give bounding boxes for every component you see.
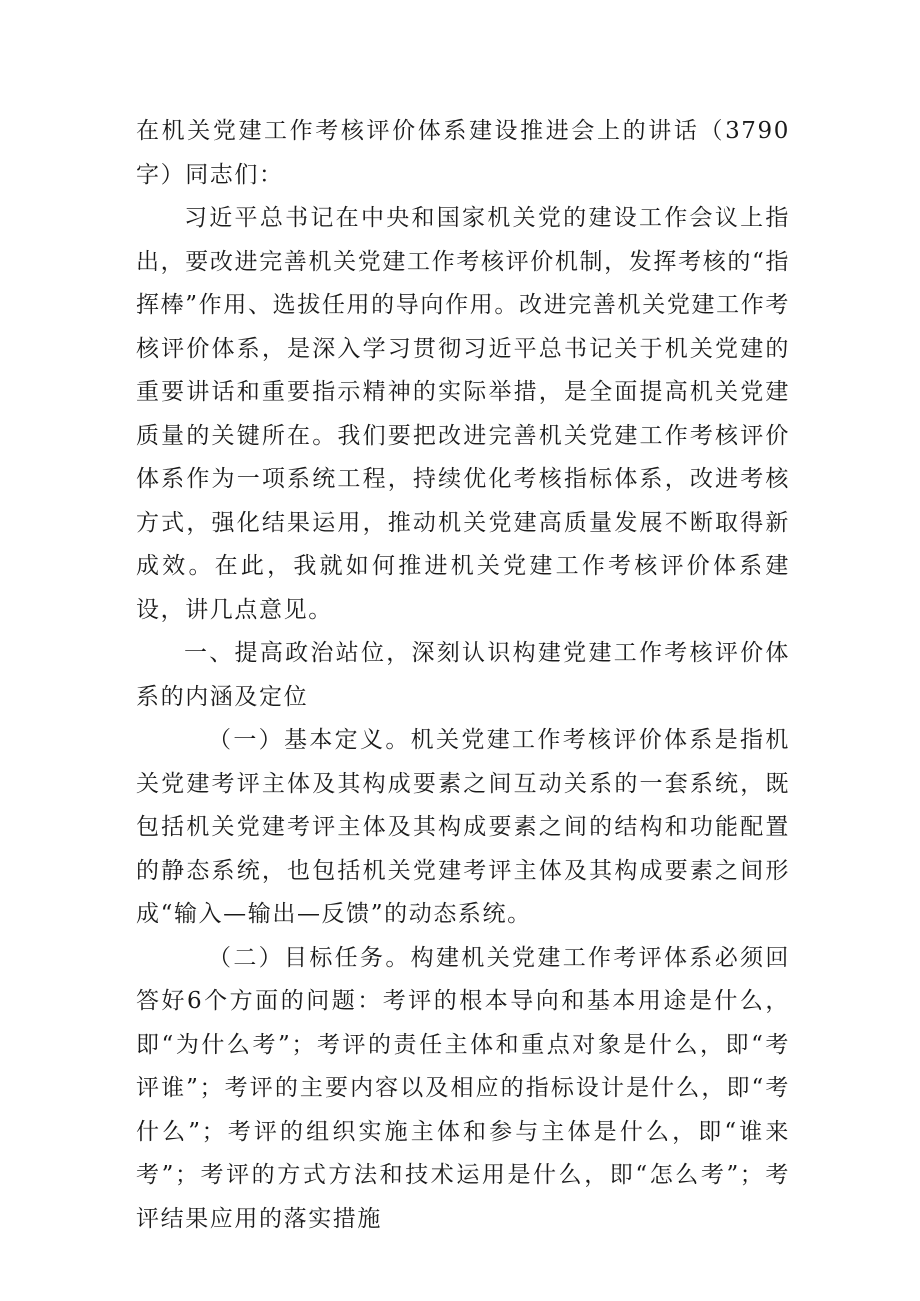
section-heading-1: 一、提高政治站位，深刻认识构建党建工作考核评价体系的内涵及定位	[136, 640, 790, 710]
title-line: 在机关党建工作考核评价体系建设推进会上的讲话（3790字）同志们：	[136, 118, 790, 188]
subsection-goals: （二）目标任务。构建机关党建工作考评体系必须回答好6个方面的问题：考评的根本导向和基本用途是什么，即“为什么考”；考评的责任主体和重点对象是什么，即“考评谁”；考评的主要内容以及相应的指标设计是什么，即“考什么”；考评的组织实施主体和参与主体是什么，即“谁来考”；考评的方式方法和技术运用是什么，即“怎么考”；考评结果应用的落实措施	[136, 944, 790, 1232]
document-body	[136, 110, 790, 1241]
intro-paragraph: 习近平总书记在中央和国家机关党的建设工作会议上指出，要改进完善机关党建工作考核评价机制，发挥考核的“指挥棒”作用、选拔任用的导向作用。改进完善机关党建工作考核评价体系，是深入学习贯彻习近平总书记关于机关党建的重要讲话和重要指示精神的实际举措，是全面提高机关党建质量的关键所在。我们要把改进完善机关党建工作考核评价体系作为一项系统工程，持续优化考核指标体系，改进考核方式，强化结果运用，推动机关党建高质量发展不断取得新成效。在此，我就如何推进机关党建工作考核评价体系建设，讲几点意见。	[136, 205, 790, 623]
subsection-definition: （一）基本定义。机关党建工作考核评价体系是指机关党建考评主体及其构成要素之间互动关系的一套系统，既包括机关党建考评主体及其构成要素之间的结构和功能配置的静态系统，也包括机关党建考评主体及其构成要素之间形成“输入—输出—反馈”的动态系统。	[136, 727, 790, 927]
